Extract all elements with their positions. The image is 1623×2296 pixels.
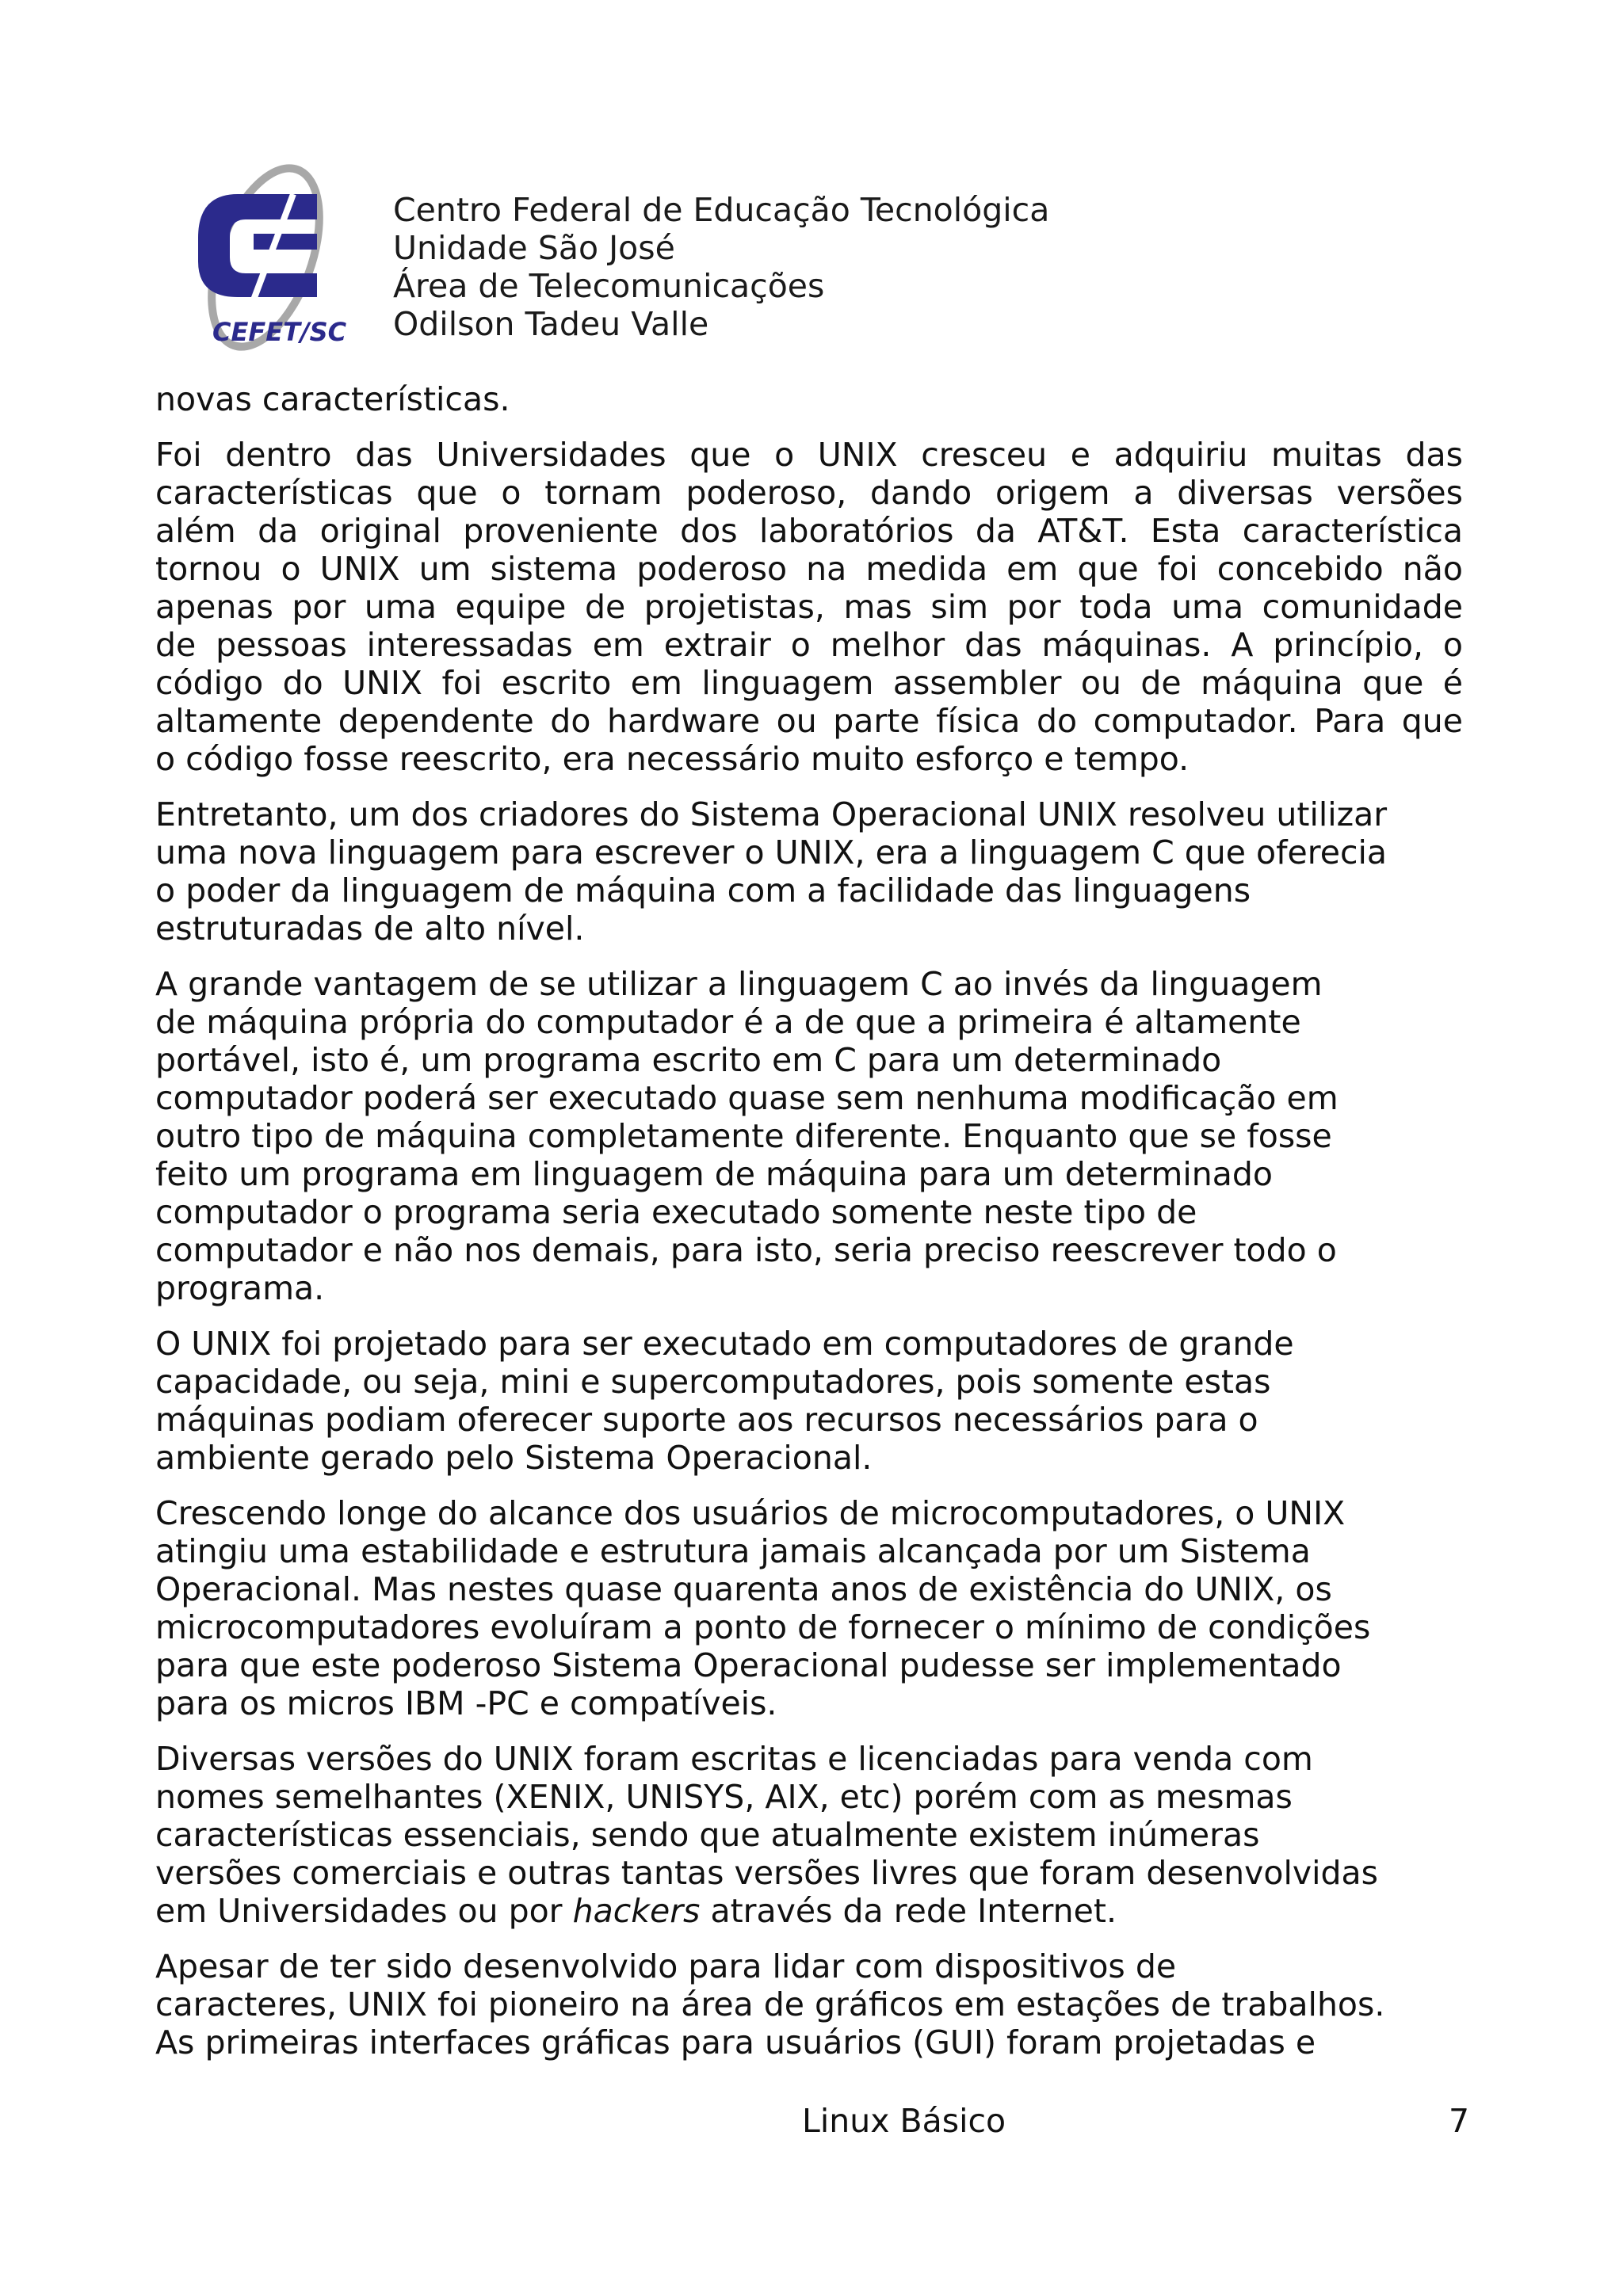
paragraph	[155, 436, 1463, 778]
text-line: computador poderá ser executado quase sem nenhuma modificação em	[155, 1079, 1338, 1117]
text-line: características que o tornam poderoso, dando origem a diversas versões	[155, 474, 1463, 512]
text-line: altamente dependente do hardware ou parte física do computador. Para que	[155, 702, 1463, 740]
text-line: programa.	[155, 1269, 325, 1307]
body-text	[155, 380, 1463, 2079]
text-line: computador o programa seria executado somente neste tipo de	[155, 1193, 1197, 1231]
text-line: Crescendo longe do alcance dos usuários de microcomputadores, o UNIX	[155, 1494, 1346, 1532]
text-line: caracteres, UNIX foi pioneiro na área de gráficos em estações de trabalhos.	[155, 1985, 1385, 2023]
text-line: Apesar de ter sido desenvolvido para lidar com dispositivos de	[155, 1947, 1177, 1985]
text-line: A grande vantagem de se utilizar a linguagem C ao invés da linguagem	[155, 965, 1323, 1003]
text-line: O UNIX foi projetado para ser executado em computadores de grande	[155, 1325, 1294, 1363]
paragraph	[155, 1740, 1463, 1930]
author-name: Odilson Tadeu Valle	[393, 305, 709, 343]
text-line: As primeiras interfaces gráficas para usuários (GUI) foram projetadas e	[155, 2023, 1316, 2061]
text-line: de pessoas interessadas em extrair o melhor das máquinas. A princípio, o	[155, 626, 1463, 664]
paragraph	[155, 1325, 1463, 1477]
text-line: máquinas podiam oferecer suporte aos recursos necessários para o	[155, 1401, 1258, 1439]
text-line: o poder da linguagem de máquina com a facilidade das linguagens	[155, 871, 1251, 910]
text-line: para que este poderoso Sistema Operacional pudesse ser implementado	[155, 1646, 1342, 1684]
text-line: ambiente gerado pelo Sistema Operacional.	[155, 1439, 873, 1477]
text-line: tornou o UNIX um sistema poderoso na medida em que foi concebido não	[155, 550, 1463, 588]
paragraph	[155, 965, 1463, 1307]
text-line: Foi dentro das Universidades que o UNIX cresceu e adquiriu muitas das	[155, 436, 1463, 474]
text-line: de máquina própria do computador é a de que a primeira é altamente	[155, 1003, 1301, 1041]
paragraph	[155, 795, 1463, 948]
text-line: microcomputadores evoluíram a ponto de fornecer o mínimo de condições	[155, 1608, 1371, 1646]
text-line: novas características.	[155, 380, 510, 418]
text-run: em Universidades ou por	[155, 1892, 573, 1930]
text-line: outro tipo de máquina completamente diferente. Enquanto que se fosse	[155, 1117, 1332, 1155]
text-line: estruturadas de alto nível.	[155, 910, 585, 948]
text-line: para os micros IBM -PC e compatíveis.	[155, 1684, 777, 1722]
footer-title: Linux Básico	[802, 2102, 1006, 2140]
logo-text: CEFET/SC	[212, 317, 347, 347]
text-line: capacidade, ou seja, mini e supercomputadores, pois somente estas	[155, 1363, 1271, 1401]
text-line: atingiu uma estabilidade e estrutura jamais alcançada por um Sistema	[155, 1532, 1311, 1570]
paragraph	[155, 380, 1463, 418]
text-line: características essenciais, sendo que atualmente existem inúmeras	[155, 1816, 1260, 1854]
text-line: uma nova linguagem para escrever o UNIX, era a linguagem C que oferecia	[155, 833, 1388, 871]
text-line: versões comerciais e outras tantas versões livres que foram desenvolvidas	[155, 1854, 1379, 1892]
cefet-logo	[190, 162, 388, 353]
text-line: Diversas versões do UNIX foram escritas e licenciadas para venda com	[155, 1740, 1313, 1778]
area-name: Área de Telecomunicações	[393, 267, 825, 305]
text-line: além da original proveniente dos laboratórios da AT&T. Esta característica	[155, 512, 1463, 550]
unit-name: Unidade São José	[393, 229, 675, 267]
page-header	[190, 162, 1141, 353]
text-line: código do UNIX foi escrito em linguagem assembler ou de máquina que é	[155, 664, 1463, 702]
text-line: apenas por uma equipe de projetistas, mas sim por toda uma comunidade	[155, 588, 1463, 626]
text-line: computador e não nos demais, para isto, seria preciso reescrever todo o	[155, 1231, 1337, 1269]
text-line: portável, isto é, um programa escrito em C para um determinado	[155, 1041, 1222, 1079]
text-line: feito um programa em linguagem de máquina para um determinado	[155, 1155, 1273, 1193]
text-line	[155, 1892, 1463, 1930]
text-line: Entretanto, um dos criadores do Sistema Operacional UNIX resolveu utilizar	[155, 795, 1388, 833]
institution-block	[393, 191, 1049, 343]
text-line: o código fosse reescrito, era necessário muito esforço e tempo.	[155, 740, 1190, 778]
text-line: Operacional. Mas nestes quase quarenta anos de existência do UNIX, os	[155, 1570, 1332, 1608]
page-footer	[0, 2101, 1623, 2149]
text-line: nomes semelhantes (XENIX, UNISYS, AIX, etc) porém com as mesmas	[155, 1778, 1293, 1816]
italic-term: hackers	[572, 1892, 701, 1930]
institution-name: Centro Federal de Educação Tecnológica	[393, 191, 1050, 229]
paragraph	[155, 1494, 1463, 1722]
paragraph	[155, 1947, 1463, 2061]
text-run: através da rede Internet.	[700, 1892, 1117, 1930]
page-number: 7	[1449, 2102, 1470, 2140]
